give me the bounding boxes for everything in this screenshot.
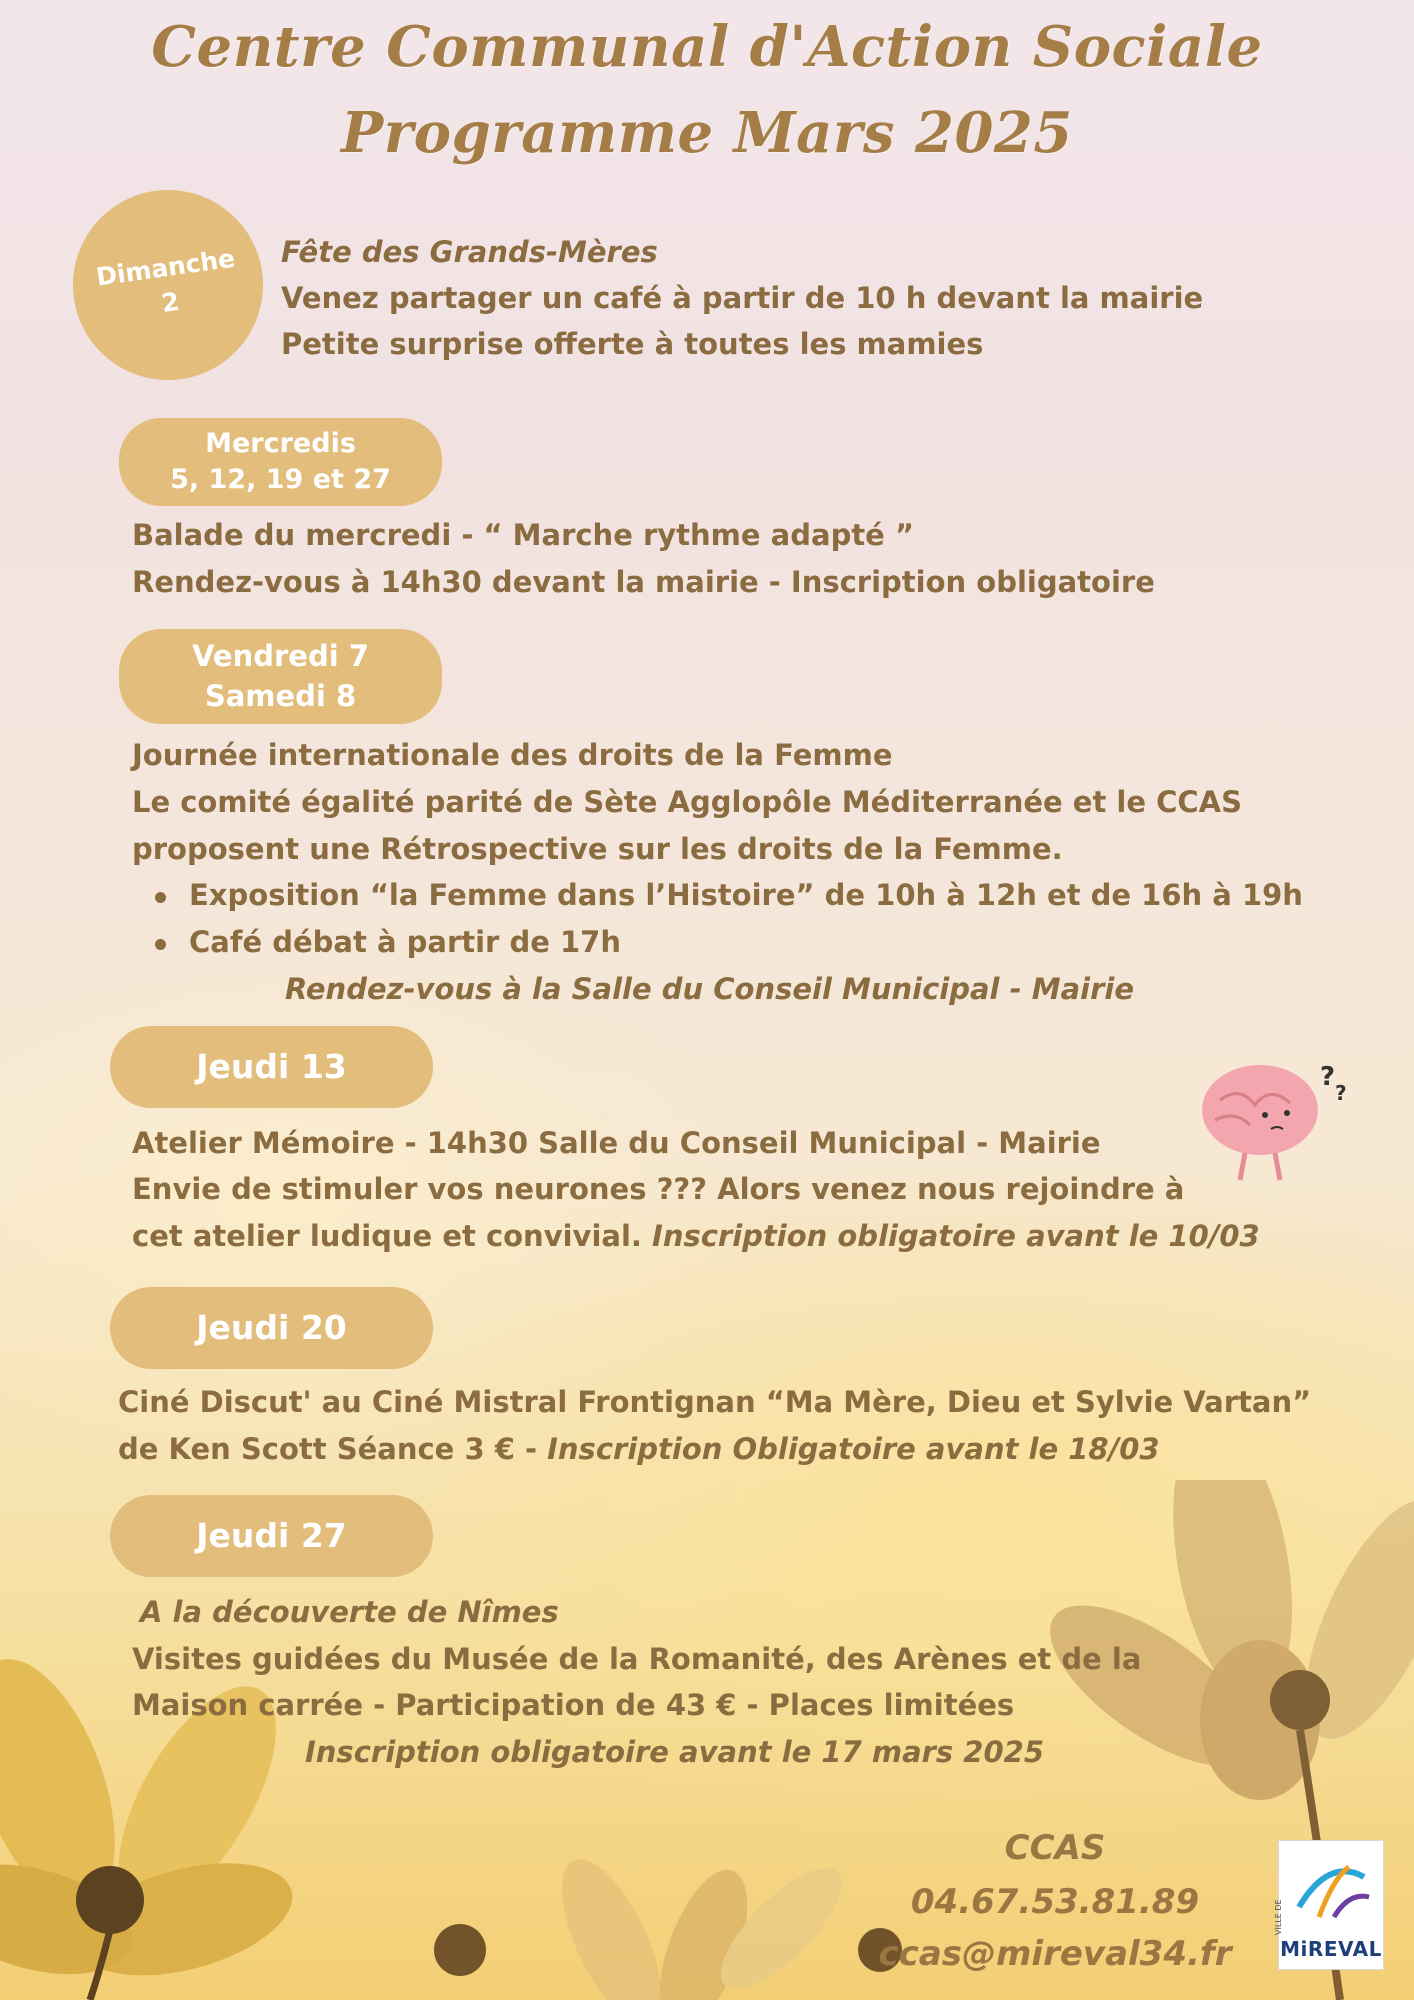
event-line [118, 1432, 1160, 1466]
svg-text:?: ? [1335, 1081, 1347, 1105]
event-line: Rendez-vous à 14h30 devant la mairie - Inscription obligatoire [132, 565, 1155, 599]
event-line-text: de Ken Scott Séance 3 € - [118, 1432, 548, 1466]
bullet-dot [155, 892, 166, 903]
event-line: Petite surprise offerte à toutes les mamies [281, 327, 984, 361]
date-badge-line: Jeudi 27 [196, 1515, 347, 1555]
brain-mascot-icon [1195, 1055, 1355, 1185]
event-title: Atelier Mémoire - 14h30 Salle du Conseil Municipal - Mairie [132, 1126, 1101, 1160]
svg-text:?: ? [1320, 1062, 1336, 1092]
event-location: Rendez-vous à la Salle du Conseil Municipal - Mairie [285, 972, 1135, 1006]
event-line: Envie de stimuler vos neurones ??? Alors venez nous rejoindre à [132, 1172, 1185, 1206]
event-line: Le comité égalité parité de Sète Agglopôle Méditerranée et le CCAS [132, 785, 1243, 819]
event-registration-note: Inscription obligatoire avant le 17 mars 2025 [305, 1735, 1045, 1769]
date-badge-line: Dimanche [94, 243, 237, 292]
event-line: Venez partager un café à partir de 10 h devant la mairie [281, 281, 1204, 315]
date-badge-jeudi-20 [110, 1287, 433, 1369]
date-badge-line: Jeudi 13 [196, 1046, 347, 1086]
contact-email[interactable]: ccas@mireval34.fr [878, 1934, 1232, 1974]
date-badge-line: Mercredis [205, 427, 356, 459]
date-badge-jeudi-27 [110, 1495, 433, 1577]
page-subtitle: Programme Mars 2025 [341, 100, 1073, 166]
logo-emblem-icon [1279, 1847, 1383, 1927]
date-badge-mercredis [119, 418, 442, 506]
mireval-logo [1274, 1840, 1384, 1970]
date-badge-line: Vendredi 7 [192, 639, 369, 674]
date-badge-line: 5, 12, 19 et 27 [170, 464, 391, 495]
event-line: Maison carrée - Participation de 43 € - Places limitées [132, 1688, 1015, 1722]
event-title: Journée internationale des droits de la Femme [132, 738, 893, 772]
event-line: Visites guidées du Musée de la Romanité, des Arènes et de la [132, 1642, 1142, 1676]
event-registration-note: Inscription Obligatoire avant le 18/03 [547, 1432, 1160, 1466]
event-bullet-item: Exposition “la Femme dans l’Histoire” de 10h à 12h et de 16h à 19h [189, 878, 1303, 912]
date-badge-dimanche [61, 178, 276, 393]
contact-phone[interactable]: 04.67.53.81.89 [910, 1882, 1200, 1922]
event-title: Balade du mercredi - “ Marche rythme adapté ” [132, 518, 915, 552]
event-title: Fête des Grands-Mères [281, 235, 658, 269]
event-line [132, 1219, 1260, 1253]
page-title: Centre Communal d'Action Sociale [151, 14, 1263, 80]
contact-name: CCAS [1004, 1828, 1106, 1868]
event-line-text: cet atelier ludique et convivial. [132, 1219, 642, 1253]
date-badge-line: Jeudi 20 [196, 1307, 347, 1347]
date-badge-jeudi-13 [110, 1026, 433, 1108]
event-line: proposent une Rétrospective sur les droits de la Femme. [132, 832, 1063, 866]
bullet-dot [155, 939, 166, 950]
date-badge-line: Samedi 8 [204, 678, 357, 713]
event-registration-note: Inscription obligatoire avant le 10/03 [652, 1219, 1260, 1253]
event-bullet-item: Café débat à partir de 17h [189, 925, 621, 959]
date-badge-vendredi-samedi [119, 629, 442, 724]
event-title: A la découverte de Nîmes [140, 1595, 559, 1629]
event-title: Ciné Discut' au Ciné Mistral Frontignan “Ma Mère, Dieu et Sylvie Vartan” [118, 1385, 1312, 1419]
date-badge-line: 2 [159, 286, 182, 318]
logo-ville-text: VILLE DE [1274, 1899, 1283, 1935]
logo-text: MiREVAL [1280, 1937, 1382, 1961]
